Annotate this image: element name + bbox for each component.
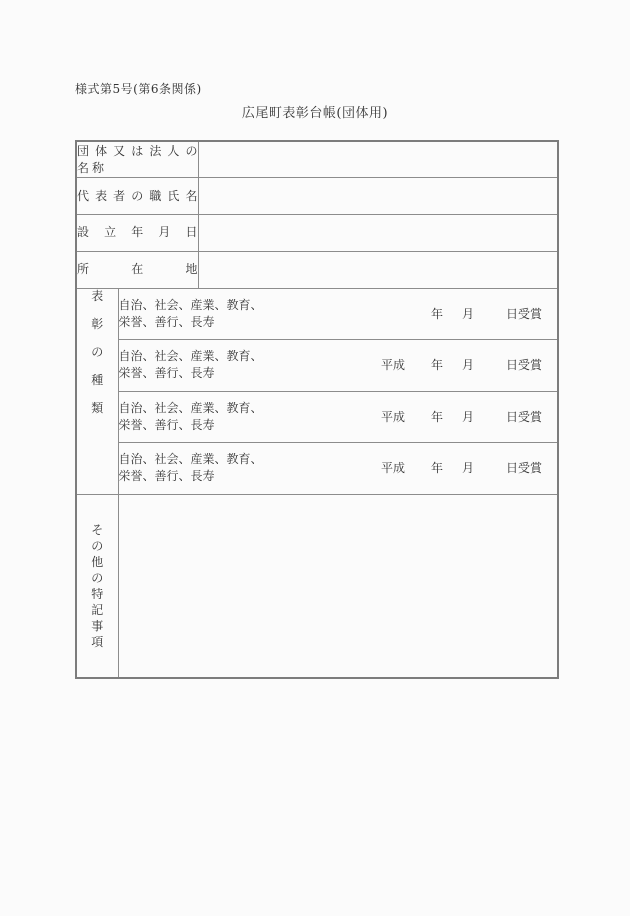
commendation-register-table — [75, 140, 559, 679]
field-label-line: 代 表 者 の 職 氏 名 — [77, 188, 198, 203]
award-types-line: 栄誉、善行、長寿 — [118, 366, 215, 381]
field-value-organization-name — [198, 141, 558, 178]
table-row — [76, 443, 558, 495]
award-row-3 — [118, 391, 558, 443]
award-year-label: 年 — [430, 409, 443, 424]
award-types-line: 栄誉、善行、長寿 — [118, 417, 215, 432]
award-era-label: 平成 — [380, 409, 405, 424]
award-types-line: 自治、社会、産業、教育、 — [118, 452, 263, 467]
field-label-representative — [76, 178, 198, 215]
award-date-line — [381, 359, 542, 371]
field-label-organization-name — [76, 141, 198, 178]
table-row — [76, 391, 558, 443]
award-year-label: 年 — [430, 306, 443, 321]
field-label-line: 団 体 又 は 法 人 の — [77, 143, 198, 158]
award-section-label — [76, 288, 118, 494]
field-label-address — [76, 251, 198, 288]
table-row — [76, 178, 558, 215]
field-value-establishment-date — [198, 215, 558, 252]
field-value-representative — [198, 178, 558, 215]
award-day-label: 日受賞 — [506, 409, 543, 424]
table-row — [76, 288, 558, 340]
award-section-label-text: 表 彰 の 種 類 — [91, 288, 104, 415]
award-year-label: 年 — [430, 461, 443, 476]
field-label-line: 設 立 年 月 日 — [77, 225, 198, 240]
award-types-line: 自治、社会、産業、教育、 — [118, 349, 263, 364]
award-month-label: 月 — [461, 409, 474, 424]
award-day-label: 日受賞 — [506, 306, 543, 321]
notes-section-label — [76, 494, 118, 678]
award-day-label: 日受賞 — [506, 358, 543, 373]
award-year-label: 年 — [430, 358, 443, 373]
form-number: 様式第5号(第6条関係) — [75, 82, 202, 96]
table-row — [76, 251, 558, 288]
award-date-line — [381, 462, 542, 474]
table-row — [76, 494, 558, 678]
award-month-label: 月 — [461, 461, 474, 476]
award-day-label: 日受賞 — [506, 461, 543, 476]
field-label-establishment-date — [76, 215, 198, 252]
award-row-1 — [118, 288, 558, 340]
award-types-line: 自治、社会、産業、教育、 — [118, 297, 263, 312]
notes-value — [118, 494, 558, 678]
award-types-line: 自治、社会、産業、教育、 — [118, 400, 263, 415]
field-value-address — [198, 251, 558, 288]
award-era-label: 平成 — [380, 461, 405, 476]
field-label-line: 名称 — [77, 160, 108, 175]
award-month-label: 月 — [461, 306, 474, 321]
notes-section-label-text: そ の 他 の 特 記 事 項 — [91, 523, 104, 650]
award-row-2 — [118, 340, 558, 392]
field-label-line: 所 在 地 — [77, 262, 198, 277]
award-types-line: 栄誉、善行、長寿 — [118, 314, 215, 329]
page-title: 広尾町表彰台帳(団体用) — [241, 106, 389, 121]
award-date-line — [381, 411, 542, 423]
award-date-line — [381, 308, 542, 320]
award-types-line: 栄誉、善行、長寿 — [118, 469, 215, 484]
table-row — [76, 340, 558, 392]
award-era-label: 平成 — [380, 358, 405, 373]
award-era-label — [381, 308, 405, 320]
table-row — [76, 141, 558, 178]
table-row — [76, 215, 558, 252]
award-row-4 — [118, 443, 558, 495]
award-month-label: 月 — [461, 358, 474, 373]
